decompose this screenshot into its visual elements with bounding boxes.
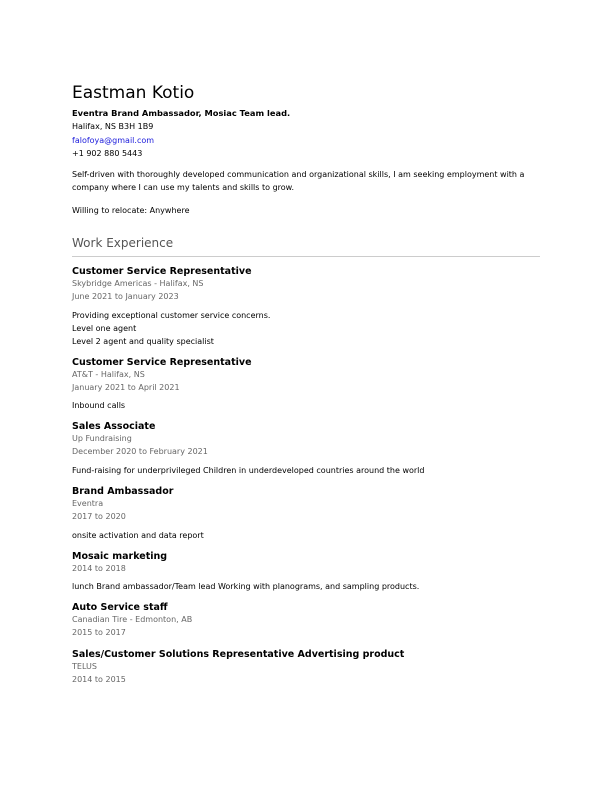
job-description-line: Level 2 agent and quality specialist <box>72 336 214 346</box>
resume-page <box>72 82 540 687</box>
job-description-line: Level one agent <box>72 323 137 333</box>
job-entry <box>72 265 540 348</box>
job-title: Customer Service Representative <box>72 266 252 278</box>
job-description-line: Inbound calls <box>72 401 126 411</box>
job-description <box>72 580 540 593</box>
job-dates: 2015 to 2017 <box>72 628 126 638</box>
jobs-list <box>72 265 540 686</box>
summary: Self-driven with thoroughly developed communication and organizational skills, I am seeking employment with a company where I can use my talents and skills to grow. <box>72 170 525 193</box>
job-entry <box>72 420 540 477</box>
job-title: Sales/Customer Solutions Representative Advertising product <box>72 648 405 660</box>
job-description-line: onsite activation and data report <box>72 530 204 540</box>
job-entry <box>72 550 540 594</box>
job-title: Brand Ambassador <box>72 485 174 497</box>
location: Halifax, NS B3H 1B9 <box>72 122 154 132</box>
email-link[interactable]: falofoya@gmail.com <box>72 135 155 145</box>
job-dates: 2017 to 2020 <box>72 511 126 521</box>
phone: +1 902 880 5443 <box>72 148 143 158</box>
job-company: Canadian Tire - Edmonton, AB <box>72 615 193 625</box>
job-company: Skybridge Americas - Halifax, NS <box>72 279 204 289</box>
job-company: AT&T - Halifax, NS <box>72 369 145 379</box>
job-company: Up Fundraising <box>72 434 132 444</box>
job-entry <box>72 356 540 413</box>
job-description <box>72 309 540 348</box>
candidate-name: Eastman Kotio <box>72 83 195 103</box>
job-dates: January 2021 to April 2021 <box>72 382 180 392</box>
job-description <box>72 529 540 542</box>
job-entry <box>72 601 540 640</box>
job-dates: December 2020 to February 2021 <box>72 447 208 457</box>
relocate: Willing to relocate: Anywhere <box>72 206 190 216</box>
job-title: Customer Service Representative <box>72 356 252 368</box>
job-dates: 2014 to 2018 <box>72 563 126 573</box>
job-company: Eventra <box>72 498 104 508</box>
section-title-work-experience: Work Experience <box>72 235 540 257</box>
job-company: TELUS <box>72 661 97 671</box>
job-description <box>72 399 540 412</box>
job-description-line: Fund-raising for underprivileged Children in underdeveloped countries around the world <box>72 465 425 475</box>
headline: Eventra Brand Ambassador, Mosiac Team lead. <box>72 108 291 118</box>
job-dates: 2014 to 2015 <box>72 674 126 684</box>
job-description <box>72 464 540 477</box>
job-description-line: Providing exceptional customer service concerns. <box>72 310 271 320</box>
job-dates: June 2021 to January 2023 <box>72 291 179 301</box>
job-title: Sales Associate <box>72 421 156 433</box>
job-description-line: lunch Brand ambassador/Team lead Working with planograms, and sampling products. <box>72 582 420 592</box>
job-entry <box>72 485 540 542</box>
job-title: Mosaic marketing <box>72 550 168 562</box>
job-title: Auto Service staff <box>72 602 168 614</box>
job-entry <box>72 648 540 687</box>
